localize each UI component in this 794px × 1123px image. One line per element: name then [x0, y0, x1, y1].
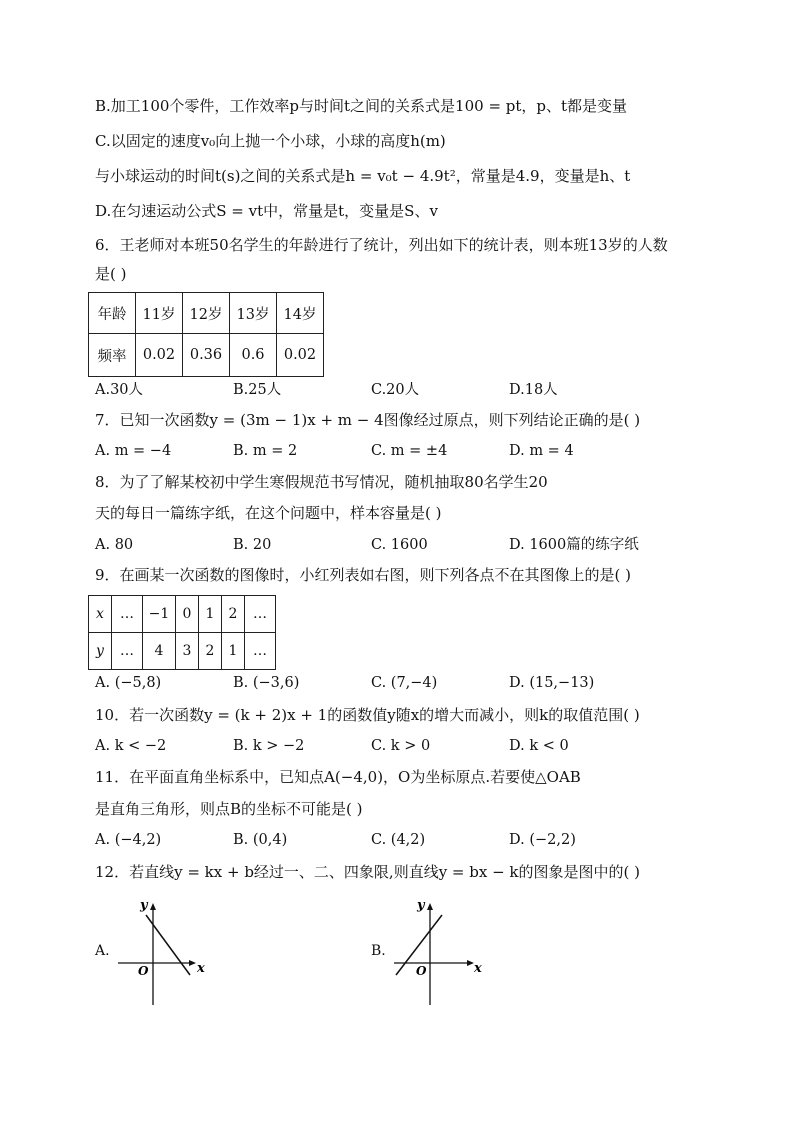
table-cell: 0 — [176, 596, 199, 633]
y-axis-label: y — [417, 898, 425, 913]
table-cell: 频率 — [89, 334, 136, 377]
origin-label: O — [416, 964, 427, 978]
age-frequency-table — [88, 292, 324, 377]
option-11-a: A. (−4,2) — [95, 832, 162, 848]
option-9-c: C. (7,−4) — [371, 675, 438, 691]
xy-value-table — [88, 595, 276, 670]
option-8-d: D. 1600篇的练字纸 — [509, 537, 639, 553]
x-axis-label: x — [474, 961, 482, 976]
y-axis-arrow — [150, 903, 156, 910]
graph-a — [112, 893, 212, 1008]
statement-c: C.以固定的速度v₀向上抛一个小球，小球的高度h(m) — [95, 132, 446, 150]
table-cell: 4 — [143, 633, 176, 670]
option-8-a: A. 80 — [95, 537, 134, 553]
table-cell: 13岁 — [230, 293, 277, 334]
option-10-a: A. k < −2 — [95, 738, 167, 754]
option-11-b: B. (0,4) — [233, 832, 288, 848]
table-cell: 年龄 — [89, 293, 136, 334]
option-6-d: D.18人 — [509, 382, 558, 398]
y-axis-arrow — [427, 903, 433, 910]
table-cell: 0.02 — [277, 334, 324, 377]
question-11: 11．在平面直角坐标系中，已知点A(−4,0)，O为坐标原点.若要使△OAB — [95, 768, 581, 786]
table-cell: 2 — [222, 596, 245, 633]
option-6-b: B.25人 — [233, 382, 282, 398]
question-9: 9．在画某一次函数的图像时，小红列表如右图，则下列各点不在其图像上的是( ) — [95, 566, 632, 584]
option-7-c: C. m = ±4 — [371, 443, 448, 459]
question-8: 8．为了了解某校初中学生寒假规范书写情况，随机抽取80名学生20 — [95, 473, 548, 491]
option-6-c: C.20人 — [371, 382, 420, 398]
x-axis-arrow — [467, 960, 474, 966]
question-11-cont: 是直角三角形，则点B的坐标不可能是( ) — [95, 800, 363, 818]
table-cell: 11岁 — [136, 293, 183, 334]
statement-b: B.加工100个零件，工作效率p与时间t之间的关系式是100 = pt，p、t都是变量 — [95, 97, 628, 115]
question-6: 6．王老师对本班50名学生的年龄进行了统计，列出如下的统计表，则本班13岁的人数 — [95, 236, 668, 254]
table-cell: 1 — [199, 596, 222, 633]
table-cell: … — [245, 596, 276, 633]
table-cell: y — [89, 633, 112, 670]
option-6-a: A.30人 — [95, 382, 144, 398]
table-cell: x — [89, 596, 112, 633]
origin-label: O — [138, 964, 149, 978]
option-11-d: D. (−2,2) — [509, 832, 576, 848]
table-cell: 2 — [199, 633, 222, 670]
table-cell: 0.36 — [183, 334, 230, 377]
option-10-b: B. k > −2 — [233, 738, 305, 754]
graph-b — [390, 893, 490, 1008]
question-6-cont: 是( ) — [95, 265, 127, 283]
table-cell: … — [245, 633, 276, 670]
question-12: 12．若直线y = kx + b经过一、二、四象限,则直线y = bx − k的图象是图中的( ) — [95, 863, 640, 881]
option-11-c: C. (4,2) — [371, 832, 426, 848]
table-cell: 3 — [176, 633, 199, 670]
x-axis-arrow — [189, 960, 196, 966]
option-9-a: A. (−5,8) — [95, 675, 162, 691]
y-axis-label: y — [140, 898, 148, 913]
table-cell: 0.6 — [230, 334, 277, 377]
table-cell: … — [112, 633, 143, 670]
table-cell: 14岁 — [277, 293, 324, 334]
table-cell: 0.02 — [136, 334, 183, 377]
option-9-b: B. (−3,6) — [233, 675, 300, 691]
option-7-a: A. m = −4 — [95, 443, 172, 459]
table-cell: 12岁 — [183, 293, 230, 334]
table-cell: … — [112, 596, 143, 633]
graph-a-label: A. — [95, 943, 110, 959]
question-7: 7．已知一次函数y = (3m − 1)x + m − 4图像经过原点，则下列结论正确的是( ) — [95, 411, 641, 429]
statement-c-cont: 与小球运动的时间t(s)之间的关系式是h = v₀t − 4.9t²，常量是4.9，变量是h、t — [95, 167, 631, 185]
option-8-b: B. 20 — [233, 537, 272, 553]
question-8-cont: 天的每日一篇练字纸，在这个问题中，样本容量是( ) — [95, 504, 442, 522]
option-10-c: C. k > 0 — [371, 738, 431, 754]
x-axis-label: x — [197, 961, 205, 976]
option-7-b: B. m = 2 — [233, 443, 298, 459]
option-7-d: D. m = 4 — [509, 443, 574, 459]
option-10-d: D. k < 0 — [509, 738, 569, 754]
table-cell: −1 — [143, 596, 176, 633]
question-10: 10．若一次函数y = (k + 2)x + 1的函数值y随x的增大而减小，则k的取值范围( ) — [95, 706, 640, 724]
option-9-d: D. (15,−13) — [509, 675, 595, 691]
statement-d: D.在匀速运动公式S = vt中，常量是t，变量是S、v — [95, 202, 438, 220]
option-8-c: C. 1600 — [371, 537, 428, 553]
table-cell: 1 — [222, 633, 245, 670]
graph-b-label: B. — [371, 943, 386, 959]
